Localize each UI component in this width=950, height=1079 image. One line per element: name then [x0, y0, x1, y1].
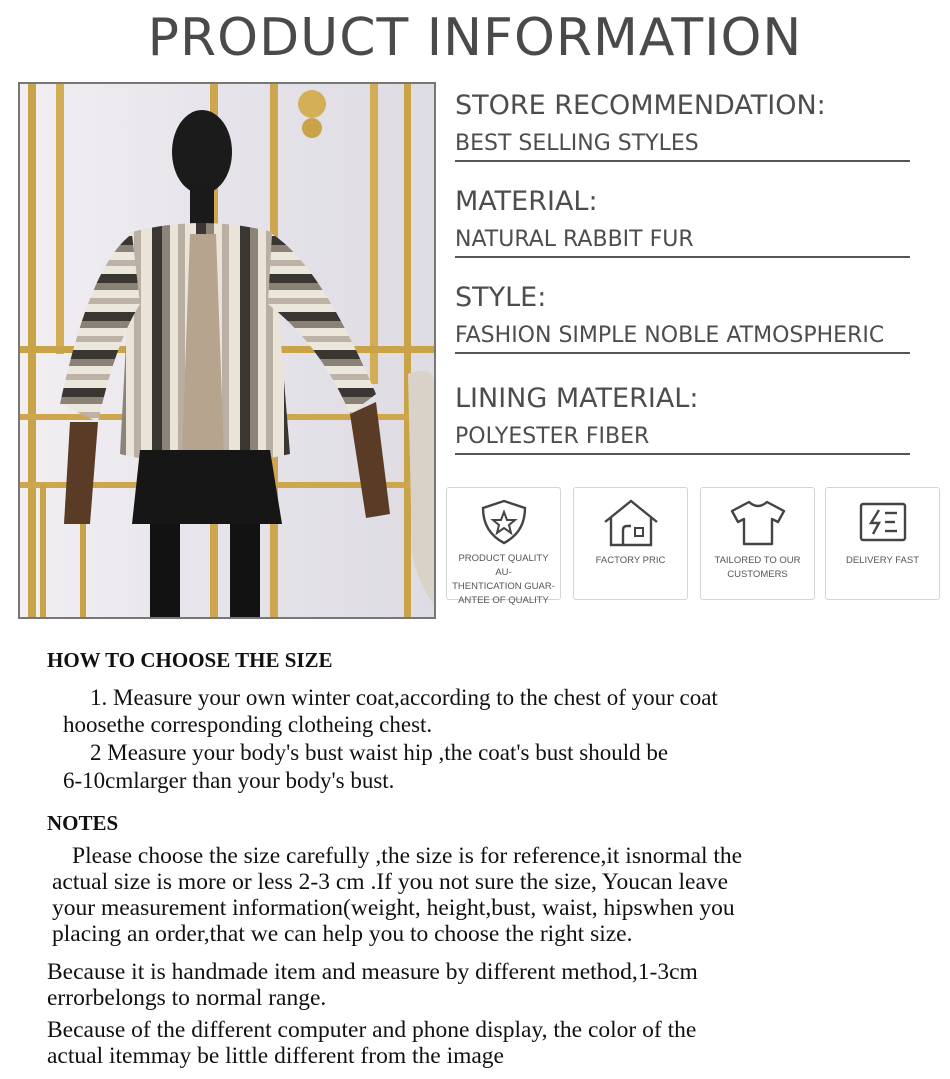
- fur-jacket-mannequin-image: [20, 84, 434, 617]
- spec-label: STYLE:: [455, 282, 547, 313]
- spec-value: NATURAL RABBIT FUR: [455, 226, 910, 258]
- notes-line: your measurement information(weight, height,bust, waist, hipswhen you: [52, 895, 735, 921]
- badge-label: TAILORED TO OUR CUSTOMERS: [714, 555, 801, 580]
- delivery-icon: [853, 498, 913, 548]
- notes-line: actual itemmay be little different from the image: [47, 1043, 504, 1069]
- page-title: PRODUCT INFORMATION: [147, 8, 803, 68]
- notes-heading: NOTES: [47, 811, 119, 835]
- badge-delivery: [825, 487, 940, 600]
- spec-value: POLYESTER FIBER: [455, 423, 910, 455]
- spec-style: [455, 282, 910, 354]
- badge-tailored: [700, 487, 815, 600]
- badge-label: DELIVERY FAST: [845, 555, 920, 566]
- notes-line: errorbelongs to normal range.: [47, 985, 327, 1011]
- notes-line: actual size is more or less 2-3 cm .If you not sure the size, Youcan leave: [52, 869, 729, 895]
- spec-value: FASHION SIMPLE NOBLE ATMOSPHERIC: [455, 322, 910, 354]
- product-photo: [18, 82, 436, 619]
- notes-line: Because it is handmade item and measure by different method,1-3cm: [47, 959, 698, 985]
- spec-label: LINING MATERIAL:: [455, 383, 699, 414]
- size-guide-line: 2 Measure your body's bust waist hip ,the coat's bust should be: [90, 740, 669, 765]
- notes-line: Because of the different computer and phone display, the color of the: [47, 1017, 697, 1043]
- badge-label: PRODUCT QUALITY AU- THENTICATION GUAR- ANTEE OF QUALITY: [452, 553, 555, 606]
- badge-factory-price: [573, 487, 688, 600]
- shield-star-icon: [478, 498, 530, 546]
- spec-value: BEST SELLING STYLES: [455, 130, 910, 162]
- notes-line: placing an order,that we can help you to choose the right size.: [52, 921, 633, 947]
- badge-label: FACTORY PRIC: [595, 555, 666, 566]
- tshirt-icon: [728, 498, 788, 548]
- spec-label: MATERIAL:: [455, 186, 598, 217]
- size-guide-line: 6-10cmlarger than your body's bust.: [63, 768, 395, 793]
- notes-line: Please choose the size carefully ,the size is for reference,it isnormal the: [72, 843, 743, 869]
- spec-store-recommendation: [455, 90, 910, 162]
- size-guide-line: hoosethe corresponding clotheing chest.: [63, 712, 433, 737]
- size-guide-line: 1. Measure your own winter coat,according to the chest of your coat: [90, 685, 718, 710]
- house-icon: [601, 498, 661, 548]
- spec-lining-material: [455, 383, 910, 455]
- badge-quality: [446, 487, 561, 606]
- spec-label: STORE RECOMMENDATION:: [455, 90, 826, 121]
- spec-material: [455, 186, 910, 258]
- size-guide-heading: HOW TO CHOOSE THE SIZE: [47, 648, 333, 672]
